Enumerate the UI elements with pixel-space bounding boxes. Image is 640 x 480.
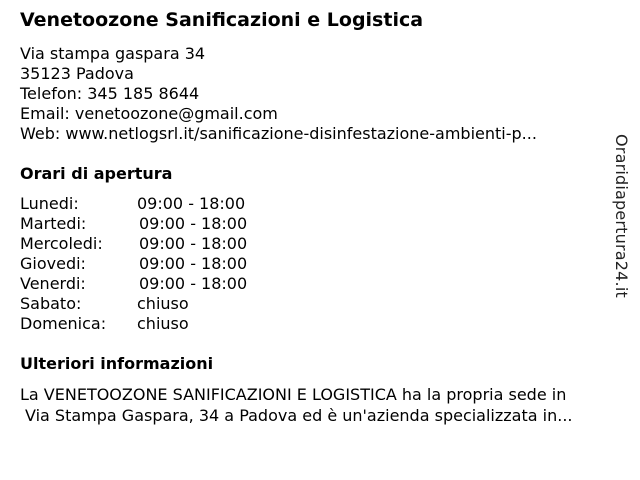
address-street: Via stampa gaspara 34 [20,44,206,63]
hours-row-sunday [20,314,320,334]
contact-block [20,44,537,144]
business-description [20,384,632,426]
hours-row-saturday [20,294,320,314]
phone-line: Telefon: 345 185 8644 [20,84,200,103]
day-hours: chiuso [137,314,189,333]
day-hours: 09:00 - 18:00 [137,194,246,213]
hours-row-friday [20,274,320,294]
day-hours: 09:00 - 18:00 [139,254,248,273]
web-line: Web: www.netlogsrl.it/sanificazione-disinfestazione-ambienti-p... [20,124,537,143]
day-hours: 09:00 - 18:00 [139,234,248,253]
day-label: Martedi: [20,214,87,233]
email-line: Email: venetoozone@gmail.com [20,104,278,123]
description-line: Via Stampa Gaspara, 34 a Padova ed è un'azienda specializzata in... [25,406,573,425]
day-hours: chiuso [137,294,189,313]
day-label: Lunedi: [20,194,79,213]
opening-hours-heading: Orari di apertura [20,164,173,183]
description-line: La VENETOOZONE SANIFICAZIONI E LOGISTICA ha la propria sede in [20,385,567,404]
day-hours: 09:00 - 18:00 [139,214,248,233]
site-watermark: Oraridiapertura24.it [612,134,631,298]
hours-row-wednesday [20,234,320,254]
business-name: Venetoozone Sanificazioni e Logistica [20,9,424,31]
day-label: Giovedi: [20,254,86,273]
hours-row-thursday [20,254,320,274]
day-label: Mercoledi: [20,234,103,253]
hours-row-monday [20,194,320,214]
opening-hours-list [20,194,320,334]
day-label: Domenica: [20,314,107,333]
address-city: 35123 Padova [20,64,134,83]
further-info-heading: Ulteriori informazioni [20,354,214,373]
day-label: Venerdi: [20,274,86,293]
hours-row-tuesday [20,214,320,234]
day-label: Sabato: [20,294,82,313]
day-hours: 09:00 - 18:00 [139,274,248,293]
